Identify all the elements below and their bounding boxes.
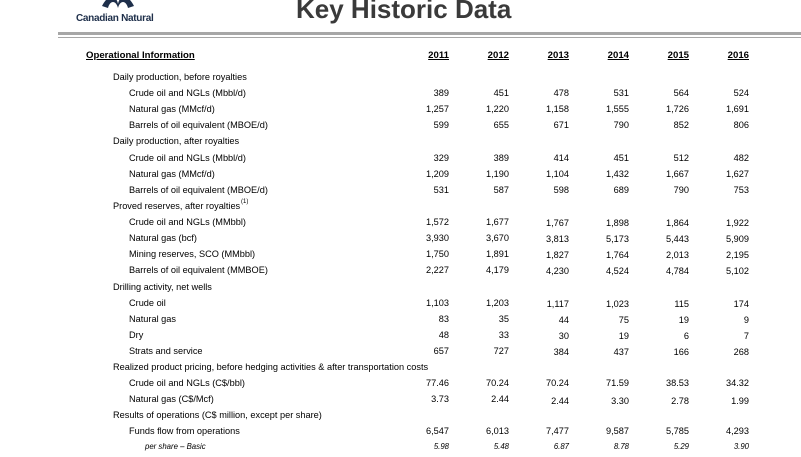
cell-value: 384 bbox=[553, 347, 569, 357]
cell-value: 3.90 bbox=[733, 442, 749, 451]
row-label: Natural gas (MMcf/d) bbox=[129, 169, 215, 179]
cell-value: 6.87 bbox=[553, 442, 569, 451]
row-label: Crude oil and NGLs (Mbbl/d) bbox=[129, 88, 246, 98]
cell-value: 753 bbox=[733, 185, 749, 195]
cell-value: 115 bbox=[674, 299, 689, 309]
cell-value: 5,785 bbox=[666, 426, 689, 436]
cell-value: 77.46 bbox=[426, 378, 449, 388]
cell-value: 1,572 bbox=[426, 217, 449, 227]
cell-value: 5.29 bbox=[673, 442, 689, 451]
cell-value: 2.44 bbox=[551, 396, 569, 406]
section-heading: Proved reserves, after royalties (1) bbox=[113, 199, 249, 211]
cell-value: 727 bbox=[493, 346, 509, 356]
cell-value: 1,117 bbox=[546, 299, 569, 309]
cell-value: 451 bbox=[613, 153, 629, 163]
cell-value: 512 bbox=[673, 153, 689, 163]
cell-value: 790 bbox=[613, 120, 629, 130]
cell-value: 1,677 bbox=[486, 217, 509, 227]
title-divider-thin bbox=[58, 37, 801, 38]
cell-value: 35 bbox=[498, 314, 509, 324]
cell-value: 5,102 bbox=[726, 266, 749, 276]
cell-value: 5,173 bbox=[606, 234, 629, 244]
cell-value: 1,726 bbox=[666, 104, 689, 114]
cell-value: 655 bbox=[493, 120, 509, 130]
year-header: 2014 bbox=[607, 50, 629, 61]
cell-value: 6 bbox=[683, 331, 689, 341]
cell-value: 19 bbox=[618, 331, 629, 341]
cell-value: 2,013 bbox=[666, 250, 689, 260]
table-row bbox=[0, 215, 801, 229]
cell-value: 482 bbox=[733, 153, 749, 163]
cell-value: 1,104 bbox=[546, 169, 569, 179]
table-row bbox=[0, 296, 801, 310]
cell-value: 9,587 bbox=[606, 426, 629, 436]
cell-value: 19 bbox=[678, 315, 689, 325]
row-label: Strats and service bbox=[129, 346, 203, 356]
cell-value: 75 bbox=[618, 315, 629, 325]
cell-value: 451 bbox=[493, 88, 509, 98]
row-label: per share – Basic bbox=[145, 442, 206, 451]
cell-value: 38.53 bbox=[666, 378, 689, 388]
cell-value: 1,627 bbox=[726, 169, 749, 179]
cell-value: 1,891 bbox=[486, 249, 509, 259]
cell-value: 1,691 bbox=[726, 104, 749, 114]
year-header: 2016 bbox=[727, 50, 749, 61]
cell-value: 5,443 bbox=[666, 234, 689, 244]
section-heading bbox=[0, 70, 801, 84]
table-row bbox=[0, 440, 801, 454]
cell-value: 9 bbox=[743, 315, 749, 325]
cell-value: 70.24 bbox=[486, 378, 509, 388]
cell-value: 7,477 bbox=[546, 426, 569, 436]
table-header bbox=[0, 49, 801, 63]
cell-value: 1,767 bbox=[546, 218, 569, 228]
cell-value: 3,930 bbox=[426, 233, 449, 243]
table-row bbox=[0, 344, 801, 358]
header-label: Operational Information bbox=[86, 50, 195, 61]
cell-value: 3.73 bbox=[431, 394, 449, 404]
cell-value: 1,209 bbox=[426, 169, 449, 179]
company-logo bbox=[76, 0, 162, 30]
table-row bbox=[0, 118, 801, 132]
cell-value: 71.59 bbox=[606, 378, 629, 388]
row-label: Natural gas (C$/Mcf) bbox=[129, 394, 214, 404]
cell-value: 524 bbox=[733, 88, 749, 98]
row-label: Results of operations (C$ million, except per share) bbox=[113, 410, 322, 420]
year-header: 2012 bbox=[487, 50, 509, 61]
cell-value: 5,909 bbox=[726, 234, 749, 244]
cell-value: 2.78 bbox=[671, 396, 689, 406]
row-label: Dry bbox=[129, 330, 144, 340]
cell-value: 1,432 bbox=[606, 169, 629, 179]
cell-value: 4,293 bbox=[726, 426, 749, 436]
cell-value: 4,230 bbox=[546, 266, 569, 276]
cell-value: 3,670 bbox=[486, 233, 509, 243]
cell-value: 329 bbox=[433, 153, 449, 163]
row-label: Barrels of oil equivalent (MBOE/d) bbox=[129, 120, 268, 130]
cell-value: 1,190 bbox=[486, 169, 509, 179]
row-label: Natural gas (MMcf/d) bbox=[129, 104, 215, 114]
cell-value: 531 bbox=[433, 185, 449, 195]
cell-value: 1,864 bbox=[666, 218, 689, 228]
table-row bbox=[0, 151, 801, 165]
year-header: 2013 bbox=[547, 50, 569, 61]
cell-value: 166 bbox=[673, 347, 689, 357]
cell-value: 3,813 bbox=[546, 234, 569, 244]
cell-value: 437 bbox=[613, 347, 629, 357]
row-label: Daily production, after royalties bbox=[113, 136, 240, 146]
cell-value: 1,023 bbox=[606, 299, 629, 309]
row-label: Proved reserves, after royalties bbox=[113, 201, 241, 211]
row-label: Natural gas bbox=[129, 314, 176, 324]
cell-value: 4,524 bbox=[606, 266, 629, 276]
cell-value: 3.30 bbox=[611, 396, 629, 406]
section-heading bbox=[0, 134, 801, 148]
cell-value: 44 bbox=[558, 315, 569, 325]
cell-value: 2,195 bbox=[726, 250, 749, 260]
cell-value: 2.44 bbox=[491, 394, 509, 404]
cell-value: 598 bbox=[553, 185, 569, 195]
cell-value: 564 bbox=[673, 88, 689, 98]
cell-value: 1,922 bbox=[726, 218, 749, 228]
cell-value: 6,013 bbox=[486, 426, 509, 436]
row-label: Mining reserves, SCO (MMbbl) bbox=[129, 249, 256, 259]
cell-value: 6,547 bbox=[426, 426, 449, 436]
title-divider bbox=[58, 32, 801, 35]
cell-value: 1.99 bbox=[731, 396, 749, 406]
table-row bbox=[0, 167, 801, 181]
row-label: Daily production, before royalties bbox=[113, 72, 247, 82]
cell-value: 268 bbox=[733, 347, 749, 357]
year-header: 2015 bbox=[667, 50, 689, 61]
row-label: Drilling activity, net wells bbox=[113, 282, 212, 292]
cell-value: 1,103 bbox=[426, 298, 449, 308]
cell-value: 1,220 bbox=[486, 104, 509, 114]
cell-value: 1,764 bbox=[606, 250, 629, 260]
section-heading bbox=[0, 408, 801, 422]
cell-value: 689 bbox=[613, 185, 629, 195]
cell-value: 7 bbox=[743, 331, 749, 341]
cell-value: 174 bbox=[733, 299, 749, 309]
row-label: Crude oil and NGLs (MMbbl) bbox=[129, 217, 246, 227]
cell-value: 389 bbox=[493, 153, 509, 163]
logo-text: Canadian Natural bbox=[76, 13, 154, 24]
cell-value: 8.78 bbox=[613, 442, 629, 451]
cell-value: 1,898 bbox=[606, 218, 629, 228]
cell-value: 5.48 bbox=[493, 442, 509, 451]
cell-value: 671 bbox=[553, 120, 569, 130]
cell-value: 806 bbox=[733, 120, 749, 130]
section-heading bbox=[0, 360, 801, 374]
cell-value: 1,750 bbox=[426, 249, 449, 259]
table-row bbox=[0, 424, 801, 438]
cell-value: 30 bbox=[558, 331, 569, 341]
row-label: Realized product pricing, before hedging activities & after transportation costs bbox=[113, 362, 429, 372]
cell-value: 1,827 bbox=[546, 250, 569, 260]
table-row bbox=[0, 312, 801, 326]
cell-value: 33 bbox=[498, 330, 509, 340]
cell-value: 1,555 bbox=[606, 104, 629, 114]
table-row bbox=[0, 183, 801, 197]
cell-value: 48 bbox=[438, 330, 449, 340]
table-row bbox=[0, 247, 801, 261]
row-label: Funds flow from operations bbox=[129, 426, 240, 436]
table-row bbox=[0, 102, 801, 116]
cell-value: 587 bbox=[493, 185, 509, 195]
section-heading bbox=[0, 280, 801, 294]
logo-leaf-icon bbox=[98, 0, 138, 12]
table-row bbox=[0, 231, 801, 245]
cell-value: 414 bbox=[553, 153, 569, 163]
table-row bbox=[0, 392, 801, 406]
cell-value: 790 bbox=[673, 185, 689, 195]
cell-value: 852 bbox=[673, 120, 689, 130]
row-label: Crude oil bbox=[129, 298, 166, 308]
cell-value: 70.24 bbox=[546, 378, 569, 388]
cell-value: 599 bbox=[433, 120, 449, 130]
cell-value: 1,203 bbox=[486, 298, 509, 308]
table-row bbox=[0, 263, 801, 277]
cell-value: 5.98 bbox=[433, 442, 449, 451]
cell-value: 4,784 bbox=[666, 266, 689, 276]
cell-value: 531 bbox=[613, 88, 629, 98]
table-row bbox=[0, 328, 801, 342]
cell-value: 478 bbox=[553, 88, 569, 98]
row-label: Crude oil and NGLs (C$/bbl) bbox=[129, 378, 245, 388]
cell-value: 389 bbox=[433, 88, 449, 98]
cell-value: 83 bbox=[438, 314, 449, 324]
row-label: Natural gas (bcf) bbox=[129, 233, 197, 243]
cell-value: 1,257 bbox=[426, 104, 449, 114]
cell-value: 1,667 bbox=[666, 169, 689, 179]
cell-value: 1,158 bbox=[546, 104, 569, 114]
page-title: Key Historic Data bbox=[296, 0, 512, 24]
row-label: Barrels of oil equivalent (MBOE/d) bbox=[129, 185, 268, 195]
table-row bbox=[0, 376, 801, 390]
cell-value: 4,179 bbox=[486, 265, 509, 275]
cell-value: 2,227 bbox=[426, 265, 449, 275]
row-label: Crude oil and NGLs (Mbbl/d) bbox=[129, 153, 246, 163]
year-header: 2011 bbox=[428, 50, 449, 61]
row-label: Barrels of oil equivalent (MMBOE) bbox=[129, 265, 268, 275]
cell-value: 657 bbox=[433, 346, 449, 356]
table-row bbox=[0, 86, 801, 100]
cell-value: 34.32 bbox=[726, 378, 749, 388]
